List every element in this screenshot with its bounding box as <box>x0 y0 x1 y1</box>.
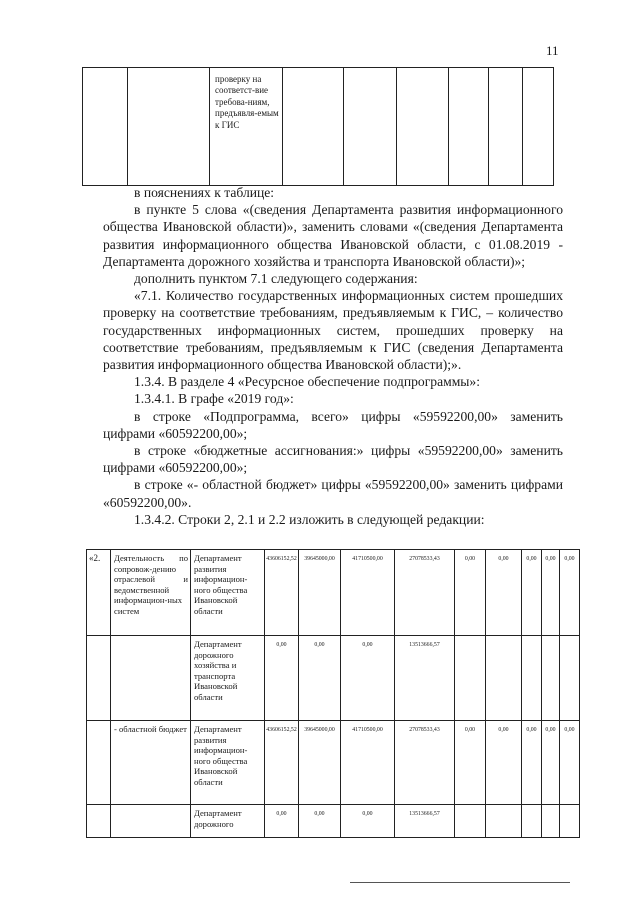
empty-cell <box>542 805 560 838</box>
empty-cell <box>522 636 542 721</box>
empty-cell <box>455 805 486 838</box>
value-cell: 0,00 <box>486 721 522 805</box>
paragraph: в строке «бюджетные ассигнования:» цифры «59592200,00» заменить цифрами «60592200,00»; <box>103 443 563 476</box>
dept-roads-label: Департамент дорожного <box>191 805 265 838</box>
dept-info-label: Департамент развития информацион-ного общества Ивановской области <box>191 721 265 805</box>
value-cell: 0,00 <box>455 721 486 805</box>
empty-cell <box>486 636 522 721</box>
top-table-cell <box>344 68 397 186</box>
dept-info-label: Департамент развития информацион-ного общества Ивановской области <box>191 550 265 636</box>
empty-cell <box>486 805 522 838</box>
empty-cell <box>522 805 542 838</box>
paragraph: в строке «- областной бюджет» цифры «59592200,00» заменить цифрами «60592200,00». <box>103 477 563 510</box>
top-table-cell <box>128 68 210 186</box>
empty-cell <box>455 636 486 721</box>
top-table-cell <box>449 68 489 186</box>
paragraph: 1.3.4. В разделе 4 «Ресурсное обеспечение подпрограммы»: <box>134 374 481 390</box>
empty-cell <box>111 805 191 838</box>
value-cell: 39645000,00 <box>299 721 341 805</box>
paragraph: в пункте 5 слова «(сведения Департамента развития информационного общества Ивановской области)», заменить словами «(сведения Департамента развития информационного общества Ивановской области, с 01.08.2019 - Департамента дорожного хозяйства и транспорта Ивановской области)»; <box>103 202 563 269</box>
value-cell: 0,00 <box>341 805 395 838</box>
empty-cell <box>87 636 111 721</box>
top-table-cell <box>83 68 128 186</box>
paragraph: 1.3.4.2. Строки 2, 2.1 и 2.2 изложить в следующей редакции: <box>134 511 485 527</box>
empty-cell <box>560 636 580 721</box>
value-cell: 0,00 <box>341 636 395 721</box>
value-cell: 0,00 <box>560 721 580 805</box>
value-cell: 0,00 <box>542 721 560 805</box>
value-cell: 41710500,00 <box>341 721 395 805</box>
empty-cell <box>87 721 111 805</box>
value-cell: 0,00 <box>455 550 486 636</box>
value-cell: 43606152,52 <box>265 721 299 805</box>
paragraph: в пояснениях к таблице: <box>134 185 275 200</box>
value-cell: 27078533,43 <box>395 721 455 805</box>
paragraph: «7.1. Количество государственных информационных систем прошедших проверку на соответствие требованиям, предъявляемым к ГИС, – количество государственных информационных систем, прошедших проверку на соответствие требованиям, предъявляемым к ГИС (сведения Департамента развития информационного общества Ивановской области);». <box>103 288 563 373</box>
value-cell: 0,00 <box>486 550 522 636</box>
top-table-cell <box>523 68 554 186</box>
paragraph: 1.3.4.1. В графе «2019 год»: <box>134 391 294 407</box>
page-number: 11 <box>546 43 559 58</box>
paragraph: в строке «Подпрограмма, всего» цифры «59592200,00» заменить цифрами «60592200,00»; <box>103 408 563 441</box>
empty-cell <box>87 805 111 838</box>
value-cell: 13513666,57 <box>395 636 455 721</box>
document-body <box>103 184 563 528</box>
empty-cell <box>560 805 580 838</box>
top-table-fragment <box>82 67 554 186</box>
value-cell: 27078533,43 <box>395 550 455 636</box>
value-cell: 0,00 <box>560 550 580 636</box>
value-cell: 41710500,00 <box>341 550 395 636</box>
value-cell: 0,00 <box>265 636 299 721</box>
value-cell: 0,00 <box>299 805 341 838</box>
value-cell: 0,00 <box>265 805 299 838</box>
value-cell: 43606152,52 <box>265 550 299 636</box>
value-cell: 0,00 <box>522 550 542 636</box>
footer-rule <box>350 882 570 883</box>
activity-label: Деятельность по сопровож-дению отраслевой и ведомственной информацион-ных систем <box>111 550 191 636</box>
value-cell: 0,00 <box>299 636 341 721</box>
value-cell: 39645000,00 <box>299 550 341 636</box>
top-table-cell <box>489 68 523 186</box>
top-table-cell-text: проверку на соответст-вие требова-ниям, предъявля-емым к ГИС <box>210 68 283 186</box>
paragraph: дополнить пунктом 7.1 следующего содержания: <box>134 271 418 287</box>
dept-roads-label: Департамент дорожного хозяйства и транспорта Ивановской области <box>191 636 265 721</box>
value-cell: 0,00 <box>522 721 542 805</box>
top-table-cell <box>397 68 449 186</box>
row-mark: «2. <box>87 550 111 636</box>
regional-budget-label: - областной бюджет <box>111 721 191 805</box>
value-cell: 13513666,57 <box>395 805 455 838</box>
budget-table <box>86 549 580 838</box>
value-cell: 0,00 <box>542 550 560 636</box>
empty-cell <box>111 636 191 721</box>
top-table-cell <box>283 68 344 186</box>
empty-cell <box>542 636 560 721</box>
